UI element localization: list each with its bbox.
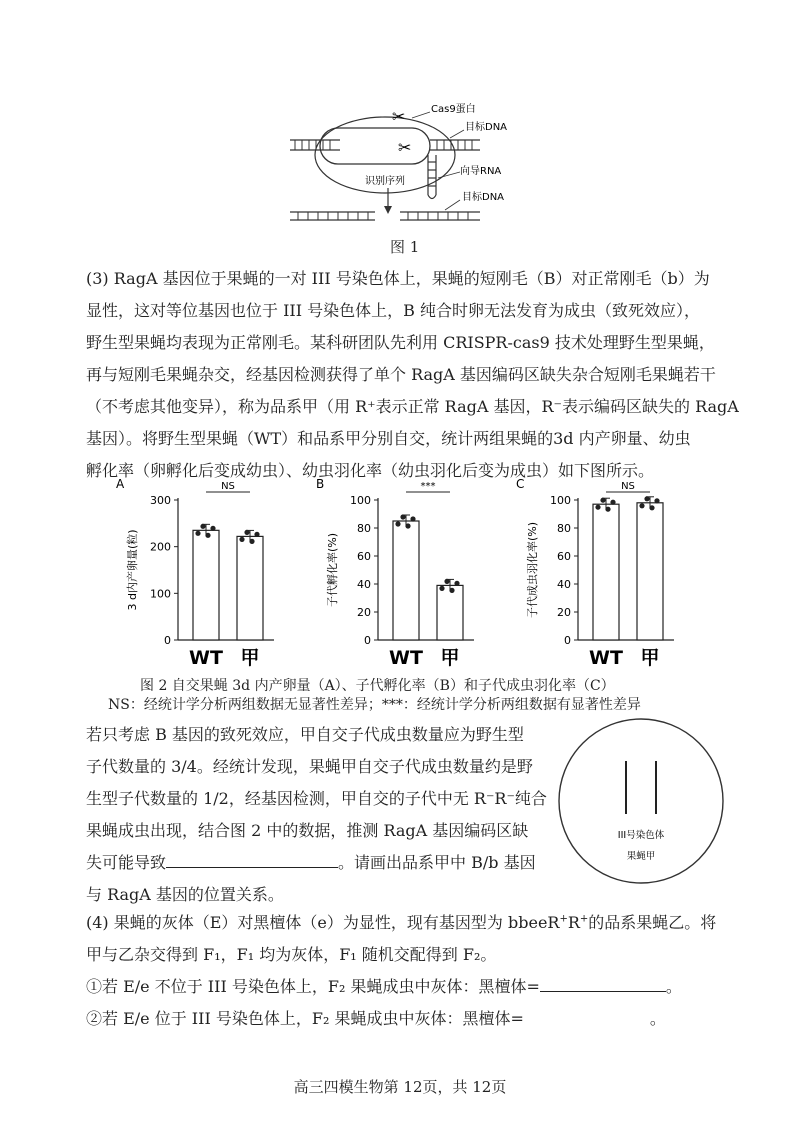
- page-footer: 高三四模生物第 12页，共 12页: [293, 1078, 507, 1096]
- panel-b-data-point: [444, 579, 449, 584]
- label-target-dna-bottom: 目标DNA: [462, 192, 505, 203]
- panel-c-data-point: [605, 507, 610, 512]
- figure1-caption: 图 1: [390, 238, 420, 256]
- panel-a-tick-label: 0: [164, 634, 171, 647]
- q3b-line-5: [86, 850, 536, 873]
- panel-c-bar-2: [637, 503, 663, 640]
- panel-b-y-label: 子代孵化率(%): [326, 532, 339, 608]
- panel-c-tick-label: 40: [557, 578, 571, 591]
- panel-a-data-point: [205, 533, 210, 538]
- scissors-icon-middle: ✂: [398, 138, 412, 157]
- q3-line-1: (3) RagA 基因位于果蝇的一对 III 号染色体上，果蝇的短刚毛（B）对正常刚毛（b）为: [86, 269, 710, 288]
- panel-b-tick-label: 80: [357, 522, 371, 535]
- answer-blank-1[interactable]: [166, 852, 338, 868]
- panel-b-bar-1: [393, 521, 419, 640]
- panel-c-category-label-2: 甲: [640, 647, 660, 669]
- panel-b-data-point: [439, 586, 444, 591]
- circle-label-chromosome: III号染色体: [617, 830, 665, 841]
- figure2-note: NS：经统计学分析两组数据无显著性差异；***：经统计学分析两组数据有显著性差异: [108, 697, 641, 713]
- panel-a-significance-label: NS: [221, 481, 235, 492]
- panel-b-data-point: [395, 521, 400, 526]
- panel-a-y-label: 3 d内产卵量(粒): [126, 529, 139, 611]
- panel-c-data-point: [595, 505, 600, 510]
- panel-a-category-label-2: 甲: [240, 647, 260, 669]
- circle-label-fly: 果蝇甲: [626, 851, 656, 862]
- q3b-line-2: 子代数量的 3/4。经统计发现，果蝇甲自交子代成虫数量约是野: [86, 757, 533, 776]
- q4-line-1c: 的品系果蝇乙。将: [588, 913, 717, 932]
- panel-c-data-point: [654, 498, 659, 503]
- panel-b-data-point: [400, 514, 405, 519]
- figure1-diagram: [280, 100, 540, 235]
- panel-c-y-label: 子代成虫羽化率(%): [526, 521, 539, 619]
- panel-a-tick-label: 100: [150, 587, 171, 601]
- q3b-line-3: 生型子代数量的 1/2，经基因检测，甲自交的子代中无 R⁻R⁻纯合: [86, 789, 547, 808]
- panel-a-bar-1: [193, 530, 219, 640]
- panel-b-significance-label: ***: [420, 481, 436, 492]
- panel-b-data-point: [449, 588, 454, 593]
- q3b-line-5a: 失可能导致: [86, 853, 167, 872]
- q3-line-7: 孵化率（卵孵化后变成幼虫）、幼虫羽化率（幼虫羽化后变为成虫）如下图所示。: [86, 461, 655, 480]
- q4-sup-1: +: [559, 913, 568, 925]
- label-guide-rna: 向导RNA: [460, 166, 502, 177]
- q3-line-5: （不考虑其他变异），称为品系甲（用 R⁺表示正常 RagA 基因，R⁻表示编码区缺失的 RagA: [86, 397, 739, 416]
- panel-c-data-point: [600, 498, 605, 503]
- panel-a-data-point: [249, 539, 254, 544]
- panel-b-bar-2: [437, 585, 463, 640]
- panel-c-data-point: [639, 503, 644, 508]
- q4-line-1b: R: [567, 913, 580, 932]
- panel-c-data-point: [644, 496, 649, 501]
- panel-b-tick-label: 20: [357, 606, 371, 619]
- panel-b-letter: B: [316, 478, 325, 491]
- panel-c-letter: C: [516, 478, 525, 491]
- panel-a-data-point: [195, 531, 200, 536]
- q4-line-3-end: 。: [665, 977, 682, 996]
- panel-c-tick-label: 80: [557, 522, 571, 535]
- q3b-line-4: 果蝇成虫出现，结合图 2 中的数据，推测 RagA 基因编码区缺: [86, 821, 529, 840]
- label-target-dna-top: 目标DNA: [465, 122, 508, 133]
- q4-line-1a: (4) 果蝇的灰体（E）对黑檀体（e）为显性，现有基因型为 bbeeR: [86, 913, 560, 932]
- panel-a-tick-label: 300: [150, 494, 171, 507]
- panel-b-tick-label: 0: [364, 634, 371, 647]
- panel-c-tick-label: 0: [564, 634, 571, 647]
- panel-a-data-point: [254, 532, 259, 537]
- panel-a-letter: A: [116, 478, 125, 491]
- panel-c-significance-label: NS: [621, 481, 635, 492]
- panel-b-data-point: [410, 516, 415, 521]
- label-recognition-seq: 识别序列: [365, 176, 405, 187]
- panel-c-tick-label: 20: [557, 606, 571, 619]
- panel-c-category-label-1: WT: [589, 647, 623, 669]
- panel-a-data-point: [244, 530, 249, 535]
- panel-c-data-point: [649, 505, 654, 510]
- panel-a-category-label-1: WT: [189, 647, 223, 669]
- panel-b-tick-label: 100: [350, 494, 371, 507]
- figure2-charts: [110, 478, 710, 678]
- panel-b-data-point: [405, 523, 410, 528]
- q4-line-1: [86, 910, 716, 933]
- q3-line-6: 基因）。将野生型果蝇（WT）和品系甲分别自交，统计两组果蝇的3d 内产卵量、幼虫: [86, 429, 691, 448]
- figure2-caption: 图 2 自交果蝇 3d 内产卵量（A）、子代孵化率（B）和子代成虫羽化率（C）: [140, 678, 615, 694]
- panel-c-tick-label: 100: [550, 494, 571, 507]
- panel-b-data-point: [454, 581, 459, 586]
- panel-c-tick-label: 60: [557, 550, 571, 563]
- panel-c-data-point: [610, 500, 615, 505]
- q3b-line-5b: 。请画出品系甲中 B/b 基因: [338, 853, 536, 872]
- scissors-icon-top: ✂: [392, 107, 406, 126]
- answer-blank-2[interactable]: [540, 976, 666, 992]
- panel-b-category-label-1: WT: [389, 647, 423, 669]
- q4-line-4: [86, 1006, 666, 1029]
- q3-line-2: 显性，这对等位基因也位于 III 号染色体上，B 纯合时卵无法发育为成虫（致死效应），: [86, 301, 700, 320]
- panel-a-data-point: [239, 537, 244, 542]
- q4-sup-2: +: [579, 913, 589, 925]
- q4-line-3-text: ①若 E/e 不位于 III 号染色体上，F₂ 果蝇成虫中灰体：黑檀体=: [86, 977, 540, 996]
- panel-a-data-point: [210, 526, 215, 531]
- q3-line-3: 野生型果蝇均表现为正常刚毛。某科研团队先利用 CRISPR-cas9 技术处理野生型果蝇，: [86, 333, 715, 352]
- panel-b-tick-label: 40: [357, 578, 371, 591]
- q3b-line-6: 与 RagA 基因的位置关系。: [86, 885, 284, 904]
- q3-line-4: 再与短刚毛果蝇杂交，经基因检测获得了单个 RagA 基因编码区缺失杂合短刚毛果蝇若干: [86, 365, 716, 384]
- panel-a-bar-2: [237, 536, 263, 640]
- label-cas9: Cas9蛋白: [431, 104, 476, 115]
- chromosome-drawing-area[interactable]: [556, 716, 726, 886]
- q3b-line-1: 若只考虑 B 基因的致死效应，甲自交子代成虫数量应为野生型: [86, 725, 524, 744]
- q4-line-4-end: 。: [649, 1009, 666, 1028]
- q4-line-2: 甲与乙杂交得到 F₁，F₁ 均为灰体，F₁ 随机交配得到 F₂。: [86, 945, 497, 964]
- panel-b-tick-label: 60: [357, 550, 371, 563]
- panel-b-category-label-2: 甲: [440, 647, 460, 669]
- panel-a-data-point: [200, 524, 205, 529]
- q4-line-3: [86, 974, 682, 997]
- panel-a-tick-label: 200: [150, 540, 171, 554]
- panel-c-bar-1: [593, 504, 619, 640]
- q4-line-4-text: ②若 E/e 位于 III 号染色体上，F₂ 果蝇成虫中灰体：黑檀体=: [86, 1009, 524, 1028]
